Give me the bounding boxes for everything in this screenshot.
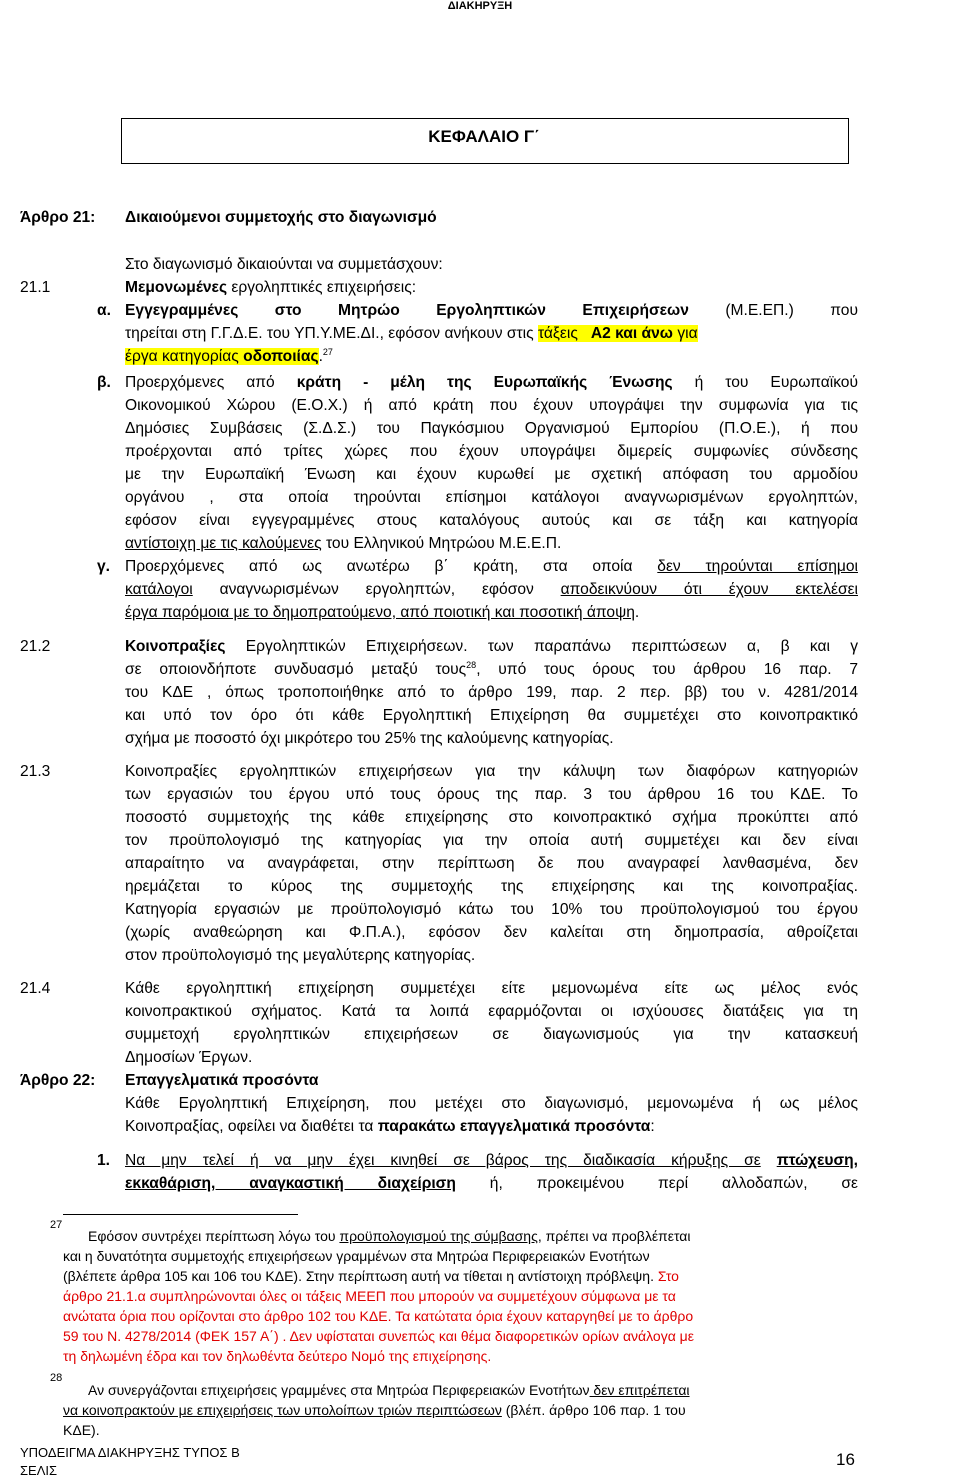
footnote-28-line2: να κοινοπρακτούν με επιχειρήσεις των υπολοίπων τριών περιπτώσεων (βλέπ. άρθρο 106 παρ. 1 του [63, 1402, 686, 1418]
footer-subtitle: ΣΕΛΙΣ [20, 1463, 58, 1478]
para-21-4-line: κοινοπρακτικού σχήματος. Κατά τα λοιπά εφαρμόζονται οι ισχύουσες διατάξεις για τη [125, 1003, 858, 1020]
para-21-4-number: 21.4 [20, 980, 51, 997]
para-21-3-line: ηρεμάζεται το κύρος της συμμετοχής της επιχείρησης και της κοινοπραξίας. [125, 878, 858, 895]
item-c-line3: έργα παρόμοια με το δημοπρατούμενο, από ποιοτική και ποσοτική άποψη. [125, 604, 640, 621]
para-21-1-title: Μεμονωμένες εργοληπτικές επιχειρήσεις: [125, 279, 417, 296]
item-1-line2: εκκαθάριση, αναγκαστική διαχείριση ή, προκειμένου περί αλλοδαπών, σε [125, 1175, 859, 1192]
item-b-line7: εφόσον είναι εγγεγραμμένες στους καταλόγους αυτούς και σε τάξη και κατηγορία [125, 512, 858, 529]
para-21-3-line: τον προϋπολογισμό της κατηγορίας για την οποία αυτή συμμετέχει και δεν είναι [125, 832, 858, 849]
item-b-line4: προέρχονται από τρίτες χώρες που έχουν υπογράψει διμερείς συμφωνίες σύνδεσης [125, 443, 858, 460]
para-21-4-line: συμμετοχή εργοληπτικών επιχειρήσεων σε διαγωνισμούς για την κατασκευή [125, 1026, 858, 1043]
item-a-line1: Εγγεγραμμένες στο Μητρώο Εργοληπτικών Επιχειρήσεων (Μ.Ε.ΕΠ.) που [125, 302, 859, 319]
item-a-line2: τηρείται στη Γ.Γ.Δ.Ε. του ΥΠ.Υ.ΜΕ.ΔΙ., εφόσον ανήκουν στις τάξεις Α2 και άνω για [125, 325, 698, 342]
para-21-3-line: απαραίτητο να αναγράφεται, στην περίπτωση δε που αναγραφεί λανθασμένα, δεν [125, 855, 858, 872]
para-21-3-line: των εργασιών του έργου υπό τους όρους της παρ. 3 του άρθρου 16 του ΚΔΕ. Το [125, 786, 858, 803]
para-21-3-line: Κοινοπραξίες εργοληπτικών επιχειρήσεων για την κάλυψη των διαφόρων κατηγοριών [125, 763, 858, 780]
item-c-label: γ. [97, 558, 111, 575]
footnote-27-line4: άρθρο 21.1.α συμπληρώνονται όλες οι τάξεις ΜΕΕΠ που μπορούν να συμμετέχουν σύμφωνα με τα [63, 1288, 676, 1304]
footnote-28-number: 28 [50, 1372, 63, 1384]
para-21-2-line1: Κοινοπραξίες Εργοληπτικών Επιχειρήσεων. των παραπάνω περιπτώσεων α, β και γ [125, 638, 858, 655]
footnote-27-line6: 59 του Ν. 4278/2014 (ΦΕΚ 157 Α΄) . Δεν υφίσταται συνεπώς και θέμα διαφορετικών ορίων ανάλογα με [63, 1328, 694, 1344]
article-22-title: Επαγγελματικά προσόντα [125, 1072, 319, 1089]
page-number: 16 [836, 1450, 855, 1469]
footnote-27-line7: τη δηλωμένη έδρα και τον δηλωθέντα δεύτερο Νομό της επιχείρησης. [63, 1348, 492, 1364]
footnote-28-line1: Αν συνεργάζονται επιχειρήσεις γραμμένες στα Μητρώα Περιφερειακών Ενοτήτων δεν επιτρέπεται [88, 1382, 690, 1398]
item-b-line5: με την Ευρωπαϊκή Ένωση και έχουν κυρωθεί με σχετική απόφαση του αρμοδίου [125, 466, 858, 483]
para-21-4-line: Δημοσίων Έργων. [125, 1049, 253, 1066]
footnote-28-line3: ΚΔΕ). [63, 1422, 100, 1438]
article-21-title: Δικαιούμενοι συμμετοχής στο διαγωνισμό [125, 209, 437, 226]
para-21-3-line: στον προϋπολογισμό της μεγαλύτερης κατηγορίας. [125, 947, 476, 964]
footnote-27-line3: (βλέπετε άρθρα 105 και 106 του ΚΔΕ). Στην περίπτωση αυτή να τίθεται η αντίστοιχη πρόβλεψη. Στο [63, 1268, 679, 1284]
para-21-3-line: ποσοστό συμμετοχής της κάθε επιχείρησης στο κοινοπρακτικό σχήμα προκύπτει από [125, 809, 858, 826]
footnote-separator [63, 1214, 298, 1215]
para-21-3-line: (χωρίς αναθεώρηση και Φ.Π.Α.), εφόσον δεν καλείται στη δημοπρασία, αθροίζεται [125, 924, 858, 941]
article-22-line1: Κάθε Εργοληπτική Επιχείρηση, που μετέχει στο διαγωνισμό, μεμονωμένα ή ως μέλος [125, 1095, 858, 1112]
item-b-line8: αντίστοιχη με τις καλούμενες του Ελληνικού Μητρώου Μ.Ε.Ε.Π. [125, 535, 562, 552]
item-1-number: 1. [97, 1152, 111, 1169]
item-b-line3: Δημόσιες Συμβάσεις (Σ.Δ.Σ.) του Παγκόσμιου Οργανισμού Εμπορίου (Π.Ο.Ε.), ή που [125, 420, 858, 437]
article-21-intro: Στο διαγωνισμό δικαιούνται να συμμετάσχουν: [125, 256, 443, 273]
article-22-number: Άρθρο 22: [20, 1072, 96, 1089]
footnote-27-line2: και η δυνατότητα συμμετοχής επιχειρήσεων γραμμένων στα Μητρώα Περιφερειακών Ενοτήτων [63, 1248, 650, 1264]
footnote-27-line5: ανώτατα όρια που ορίζονται στο άρθρο 102 του ΚΔΕ. Τα κατώτατα όρια έχουν καταργηθεί με το άρθρο [63, 1308, 694, 1324]
item-a-line3: έργα κατηγορίας οδοποιίας.$^{27}$ [125, 347, 333, 365]
para-21-1-number: 21.1 [20, 279, 51, 296]
article-21-number: Άρθρο 21: [20, 209, 96, 226]
item-b-line1: Προερχόμενες από κράτη - μέλη της Ευρωπαϊκής Ένωσης ή του Ευρωπαϊκού [125, 374, 858, 391]
para-21-2-line5: σχήμα με ποσοστό όχι μικρότερο του 25% της καλούμενης κατηγορίας. [125, 730, 614, 747]
item-1-line1: Να μην τελεί ή να μην έχει κινηθεί σε βάρος της διαδικασία κήρυξης σε πτώχευση, [125, 1152, 858, 1169]
item-b-line2: Οικονομικού Χώρου (Ε.Ο.Χ.) ή από κράτη που έχουν υπογράψει την συμφωνία για τις [125, 397, 858, 414]
article-22-line2: Κοινοπραξίας, οφείλει να διαθέτει τα παρακάτω επαγγελματικά προσόντα: [125, 1118, 655, 1135]
footer-title: ΥΠΟΔΕΙΓΜΑ ΔΙΑΚΗΡΥΞΗΣ ΤΥΠΟΣ Β [20, 1445, 240, 1460]
chapter-title: ΚΕΦΑΛΑΙΟ Γ΄ [428, 127, 540, 146]
footnote-ref-27[interactable]: 27 [322, 347, 333, 357]
para-21-2-line2: σε οποιονδήποτε συνδυασμό μεταξύ τους$^{28}$, υπό τους όρους του άρθρου 16 παρ. 7 [125, 660, 858, 678]
footnote-ref-28[interactable]: 28 [466, 660, 477, 670]
para-21-3-line: Κατηγορία εργασιών με προϋπολογισμό κάτω του 10% του προϋπολογισμού του έργου [125, 901, 858, 918]
para-21-2-number: 21.2 [20, 638, 51, 655]
item-b-line6: οργάνου , στα οποία τηρούνται επίσημοι κατάλογοι αναγνωρισμένων εργοληπτών, [125, 489, 858, 506]
item-c-line2: κατάλογοι αναγνωρισμένων εργοληπτών, εφόσον αποδεικνύουν ότι έχουν εκτελέσει [125, 581, 858, 598]
page-header: ΔΙΑΚΗΡΥΞΗ [447, 0, 513, 12]
para-21-4-line: Κάθε εργοληπτική επιχείρηση συμμετέχει είτε μεμονωμένα είτε ως μέλος ενός [125, 980, 858, 997]
item-b-label: β. [97, 374, 111, 391]
para-21-2-line3: του ΚΔΕ , όπως τροποποιήθηκε από το άρθρο 199, παρ. 2 περ. ββ) του ν. 4281/2014 [125, 684, 858, 701]
para-21-3-number: 21.3 [20, 763, 51, 780]
footnote-27-line1: Εφόσον συντρέχει περίπτωση λόγω του προϋπολογισμού της σύμβασης, πρέπει να προβλέπεται [88, 1228, 691, 1244]
item-a-label: α. [97, 302, 111, 319]
para-21-2-line4: και υπό τον όρο ότι κάθε Εργοληπτική Επιχείρηση θα συμμετέχει στο κοινοπρακτικό [125, 707, 858, 724]
footnote-27-number: 27 [50, 1219, 63, 1231]
item-c-line1: Προερχόμενες από ως ανωτέρω β΄ κράτη, στα οποία δεν τηρούνται επίσημοι [125, 558, 858, 575]
